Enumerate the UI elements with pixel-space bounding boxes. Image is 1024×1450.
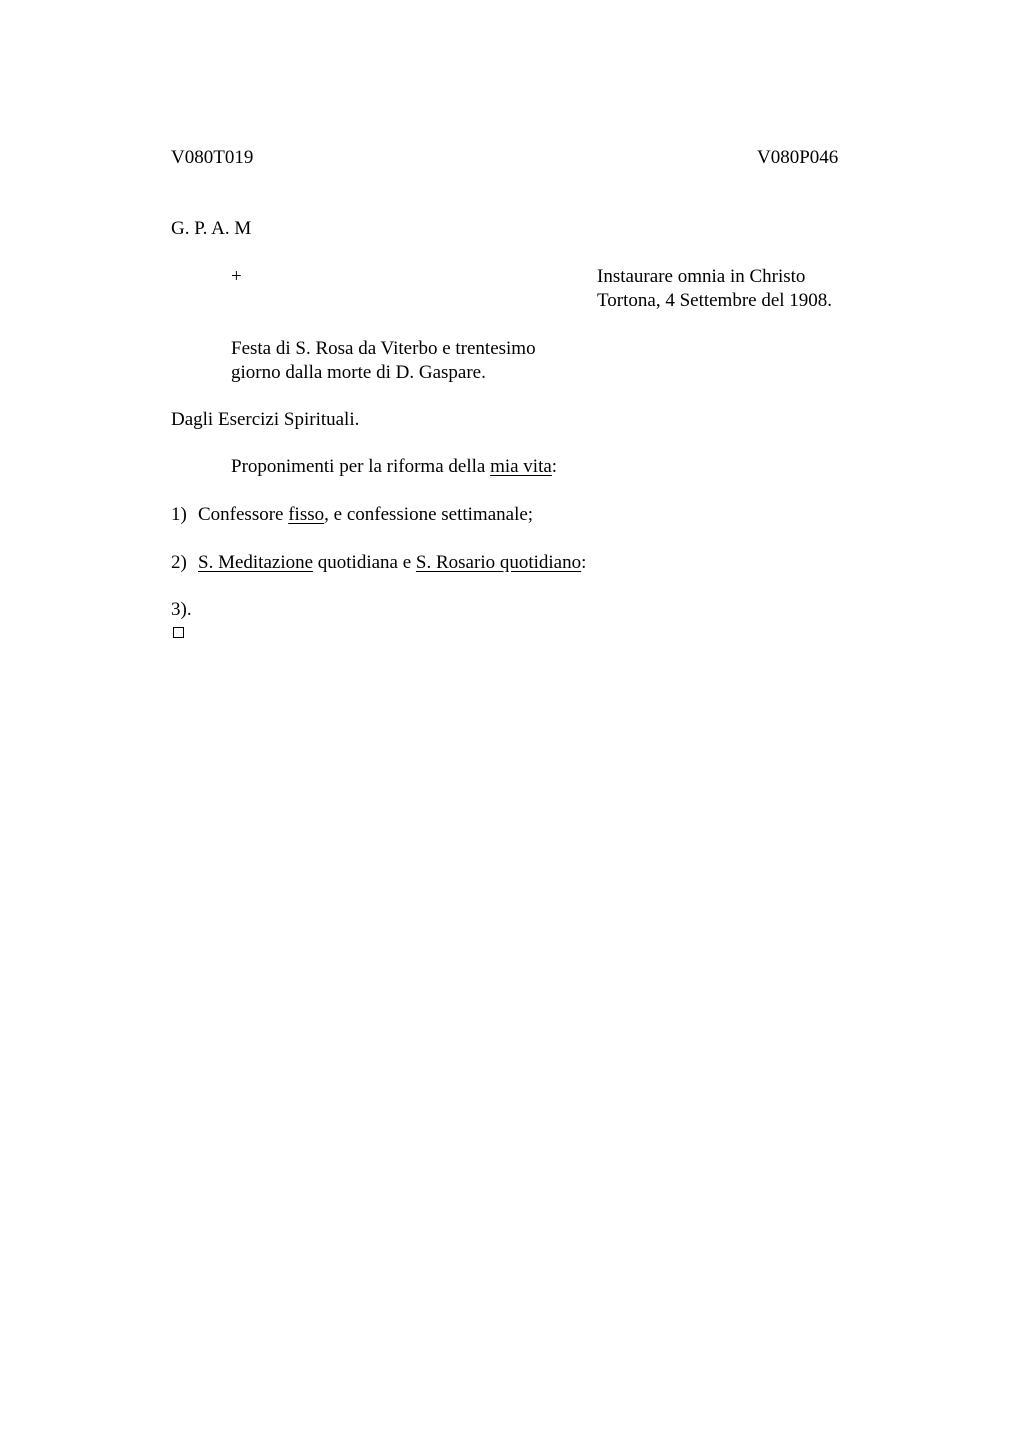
feast-line-2: giorno dalla morte di D. Gaspare. <box>231 362 486 383</box>
resolutions-intro <box>231 455 557 479</box>
intro-end: : <box>551 456 558 477</box>
item-number: 1) <box>171 504 187 525</box>
feast-line-1: Festa di S. Rosa da Viterbo e trentesimo <box>231 338 536 359</box>
item-text <box>198 551 586 575</box>
item-text-underlined: S. Rosario quotidiano <box>415 552 582 573</box>
item-text-part: Confessore <box>198 504 289 525</box>
cross-symbol: + <box>231 266 242 287</box>
intro-text: Proponimenti per la riforma della <box>231 456 491 477</box>
motto: Instaurare omnia in Christo <box>597 266 806 287</box>
document-code-left: V080T019 <box>171 147 254 168</box>
item-text-part: , e confessione settimanale; <box>324 504 534 525</box>
item-text-part: : <box>581 552 587 573</box>
initials-heading: G. P. A. M <box>171 218 252 239</box>
item-text <box>198 503 533 527</box>
list-item <box>171 503 534 527</box>
source-heading: Dagli Esercizi Spirituali. <box>171 409 360 430</box>
list-item <box>171 551 587 575</box>
item-text-underlined: fisso <box>288 504 325 525</box>
item-number: 2) <box>171 552 187 573</box>
list-item <box>171 598 192 622</box>
empty-box-icon <box>173 627 184 638</box>
item-text-part: quotidiana e <box>313 552 416 573</box>
item-text-underlined: S. Meditazione <box>198 552 314 573</box>
place-date: Tortona, 4 Settembre del 1908. <box>597 290 833 311</box>
document-code-right: V080P046 <box>757 147 839 168</box>
intro-underlined: mia vita <box>490 456 552 477</box>
item-number: 3). <box>171 599 192 620</box>
